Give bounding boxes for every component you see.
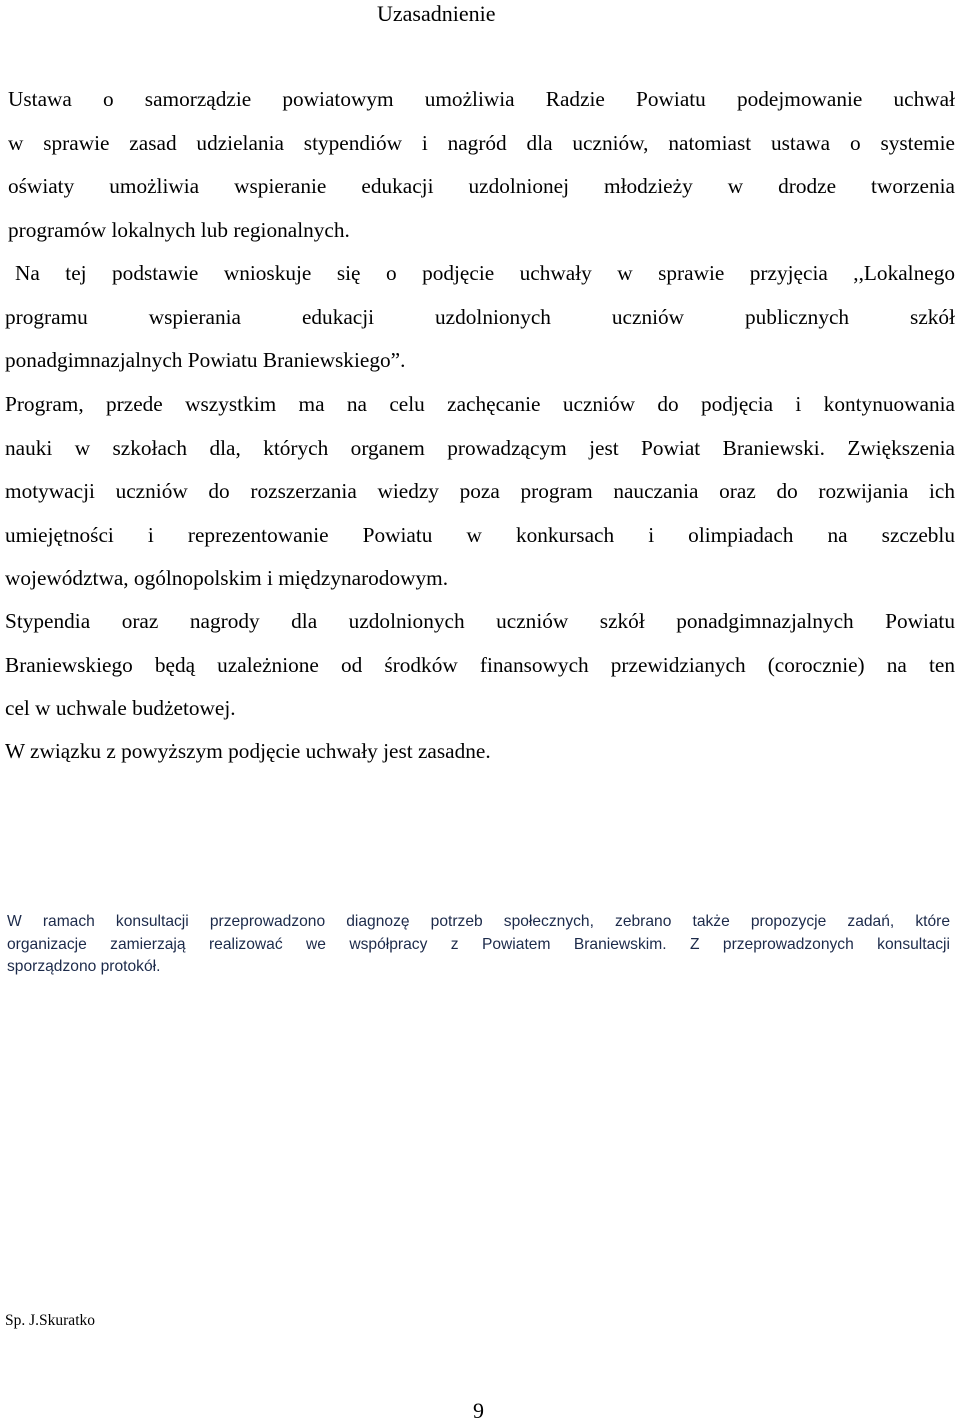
text-line: Stypendia oraz nagrody dla uzdolnionych uczniów szkół ponadgimnazjalnych Powiatu bbox=[5, 609, 955, 633]
text-line: Ustawa o samorządzie powiatowym umożliwia Radzie Powiatu podejmowanie uchwał bbox=[8, 87, 955, 111]
text-line: programów lokalnych lub regionalnych. bbox=[8, 217, 350, 242]
paragraph-program-goals bbox=[5, 383, 955, 601]
text-line: w sprawie zasad udzielania stypendiów i nagród dla uczniów, natomiast ustawa o systemie bbox=[8, 130, 955, 155]
consultation-note bbox=[7, 911, 950, 979]
page-number: 9 bbox=[473, 1398, 484, 1423]
paragraph-legal-basis bbox=[5, 78, 955, 252]
note-line: organizacje zamierzają realizować we współpracy z Powiatem Braniewskim. Z przeprowadzonych konsultacji bbox=[7, 935, 950, 953]
text-line: motywacji uczniów do rozszerzania wiedzy poza program nauczania oraz do rozwijania ich bbox=[5, 479, 955, 504]
text-line: nauki w szkołach dla, których organem prowadzącym jest Powiat Braniewski. Zwiększenia bbox=[5, 435, 955, 460]
text-line: ponadgimnazjalnych Powiatu Braniewskiego”. bbox=[5, 348, 406, 373]
author-signature: Sp. J.Skuratko bbox=[5, 1312, 95, 1329]
document-title: Uzasadnienie bbox=[377, 1, 496, 26]
note-line: W ramach konsultacji przeprowadzono diagnozę potrzeb społecznych, zebrano także propozycje zadań, które bbox=[7, 913, 950, 930]
text-line: programu wspierania edukacji uzdolnionych uczniów publicznych szkół bbox=[5, 304, 955, 329]
text-line: województwa, ogólnopolskim i międzynarodowym. bbox=[5, 566, 449, 591]
text-line: cel w uchwale budżetowej. bbox=[5, 696, 236, 721]
paragraph-motion bbox=[5, 252, 955, 383]
text-line: W związku z powyższym podjęcie uchwały jest zasadne. bbox=[5, 739, 491, 763]
paragraph-funding bbox=[5, 600, 955, 731]
text-line: Na tej podstawie wnioskuje się o podjęcie uchwały w sprawie przyjęcia ,,Lokalnego bbox=[15, 261, 955, 285]
text-line: Program, przede wszystkim ma na celu zachęcanie uczniów do podjęcia i kontynuowania bbox=[5, 392, 955, 416]
text-line: umiejętności i reprezentowanie Powiatu w konkursach i olimpiadach na szczeblu bbox=[5, 522, 955, 547]
text-line: oświaty umożliwia wspieranie edukacji uzdolnionej młodzieży w drodze tworzenia bbox=[8, 174, 955, 199]
paragraph-conclusion bbox=[5, 730, 955, 774]
text-line: Braniewskiego będą uzależnione od środków finansowych przewidzianych (corocznie) na ten bbox=[5, 652, 955, 677]
note-line: sporządzono protokół. bbox=[7, 958, 161, 975]
